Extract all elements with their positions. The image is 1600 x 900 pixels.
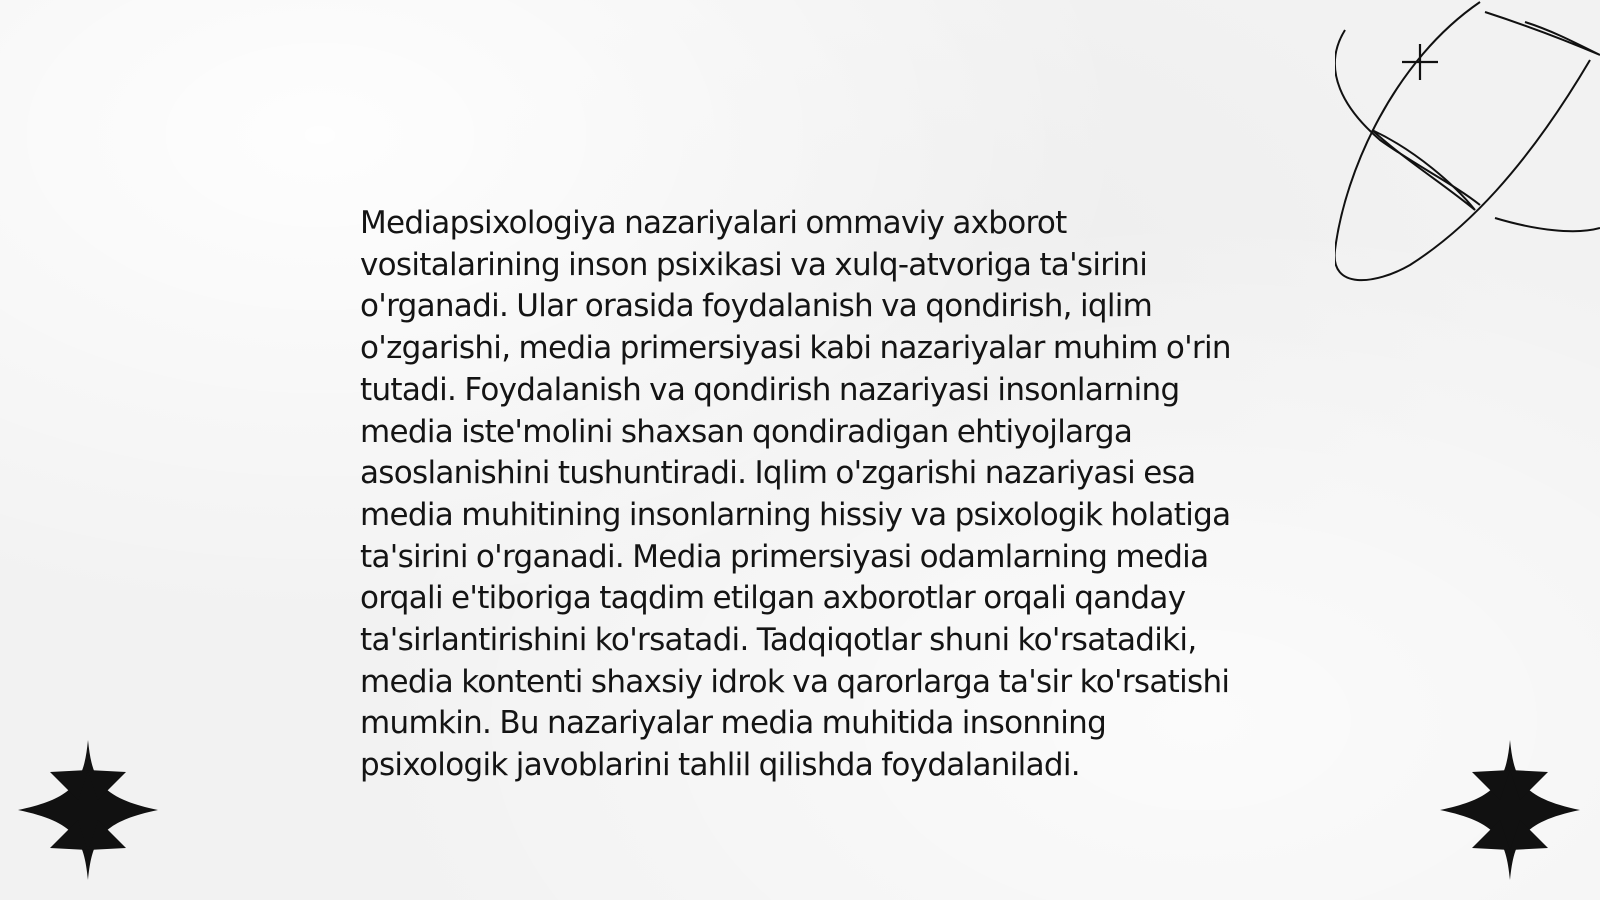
four-point-star-icon <box>18 740 158 880</box>
orbit-sparkle-icon <box>1335 0 1600 290</box>
body-paragraph: Mediapsixologiya nazariyalari ommaviy axborot vositalarining inson psixikasi va xulq-atvoriga ta'sirini o'rganadi. Ular orasida foydalanish va qondirish, iqlim o'zgarishi, media primersiyasi kabi nazariyalar muhim o'rin tutadi. Foydalanish va qondirish nazariyasi insonlarning media iste'molini shaxsan qondiradigan ehtiyojlarga asoslanishini tushuntiradi. Iqlim o'zgarishi nazariyasi esa media muhitining insonlarning hissiy va psixologik holatiga ta'sirini o'rganadi. Media primersiyasi odamlarning media orqali e'tiboriga taqdim etilgan axborotlar orqali qanday ta'sirlantirishini ko'rsatadi. Tadqiqotlar shuni ko'rsatadiki, media kontenti shaxsiy idrok va qarorlarga ta'sir ko'rsatishi mumkin. Bu nazariyalar media muhitida insonning psixologik javoblarini tahlil qilishda foydalaniladi. <box>360 205 1231 784</box>
four-point-star-icon <box>1440 740 1580 880</box>
